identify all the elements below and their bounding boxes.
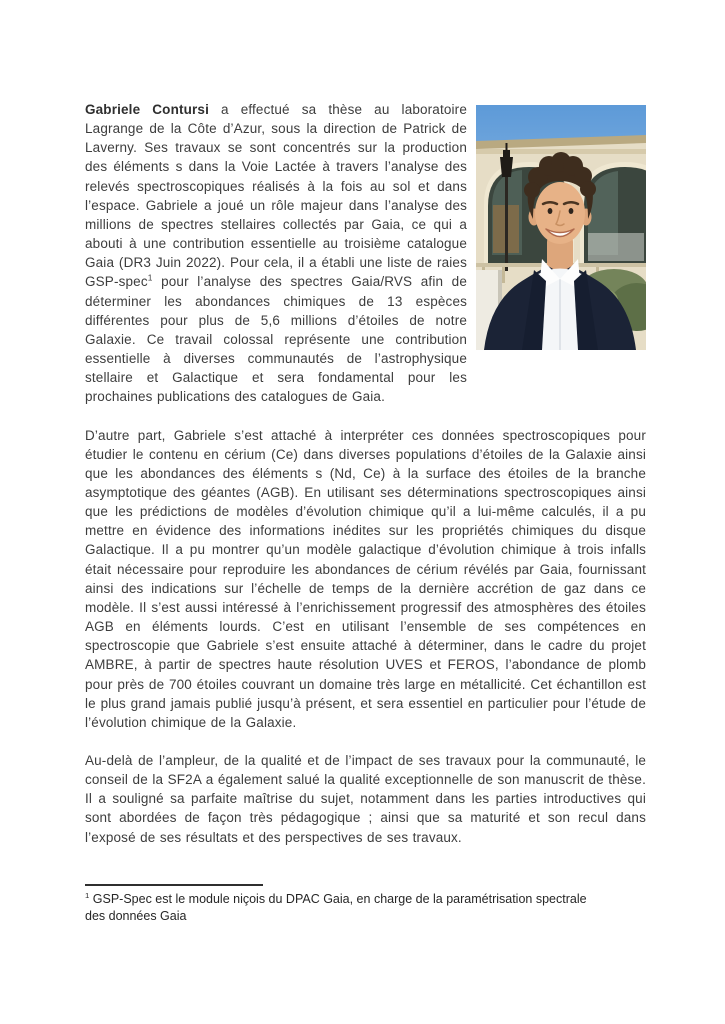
portrait-photo-illustration bbox=[476, 105, 646, 350]
body-paragraph-sf2a: Au-delà de l’ampleur, de la qualité et de l’impact de ses travaux pour la communauté, le conseil de la SF2A a également salué la qualité exceptionnelle de son manuscrit de thèse. Il a souligné sa parfaite maîtrise du sujet, notamment dans les parties introductives qui sont abordées de façon très pédagogique ; ainsi que sa maturité et son recul dans l’exposé de ses résultats et des perspectives de ses travaux. bbox=[85, 753, 646, 845]
intro-paragraph: Gabriele Contursi a effectué sa thèse au laboratoire Lagrange de la Côte d’Azur, sous la direction de Patrick de Laverny. Ses travaux se sont concentrés sur la production des éléments s dans la Voie Lactée à travers l’analyse des relevés spectroscopiques réalisés à la fois au sol et dans l’espace. Gabriele a joué un rôle majeur dans l’analyse des millions de spectres stellaires collectés par Gaia, ce qui a abouti à une contribution essentielle au troisième catalogue Gaia (DR3 Juin 2022). Pour cela, il a établi une liste de raies GSP-spec$^1$ pour l’analyse des spectres Gaia/RVS afin de déterminer les abondances chimiques de 13 espèces différentes pour plus de 5,6 millions d’étoiles de notre Galaxie. Ce travail colossal représente une contribution essentielle à diverses communautés de l’astrophysique stellaire et Galactique et sera fondamental pour les prochaines publications des catalogues de Gaia. bbox=[85, 102, 467, 405]
footnote bbox=[85, 884, 607, 924]
intro-section bbox=[85, 100, 646, 407]
portrait-photo bbox=[476, 105, 646, 350]
body-paragraph-cerium: D’autre part, Gabriele s’est attaché à interpréter ces données spectroscopiques pour étudier le contenu en cérium (Ce) dans diverses populations d’étoiles de la Galaxie ainsi que les abondances des éléments s (Nd, Ce) à la surface des étoiles de la branche asymptotique des géantes (AGB). En utilisant ses déterminations spectroscopiques ainsi que les prédictions de modèles d’évolution chimique qu’il a lui-même calculés, il a pu mettre en évidence des informations inédites sur les propriétés chimiques du disque Galactique. Il a pu montrer qu’un modèle galactique d’évolution chimique à trois infalls était nécessaire pour reproduire les abondances de cérium révélés par Gaia, fournissant ainsi des indications sur l’échelle de temps de la dernière accrétion de gaz dans ce modèle. Il s’est aussi intéressé à l’enrichissement progressif des atmosphères des étoiles AGB en éléments lourds. C’est en utilisant l’ensemble de ses compétences en spectroscopie que Gabriele s’est ensuite attaché à déterminer, dans le cadre du projet AMBRE, à partir de spectres haute résolution UVES et FEROS, l’abondance de plomb pour près de 700 étoiles couvrant un domaine très large en métallicité. Cet échantillon est le plus grand jamais publié jusqu’à présent, et sera essentiel en particulier pour l’étude de l’évolution chimique de la Galaxie. bbox=[85, 427, 646, 730]
footnote-body: GSP-Spec est le module niçois du DPAC Gaia, en charge de la paramétrisation spectrale des données Gaia bbox=[85, 892, 587, 923]
footnote-separator bbox=[85, 884, 263, 886]
footnote-marker: 1 bbox=[85, 890, 90, 900]
footnote-text bbox=[85, 891, 607, 924]
